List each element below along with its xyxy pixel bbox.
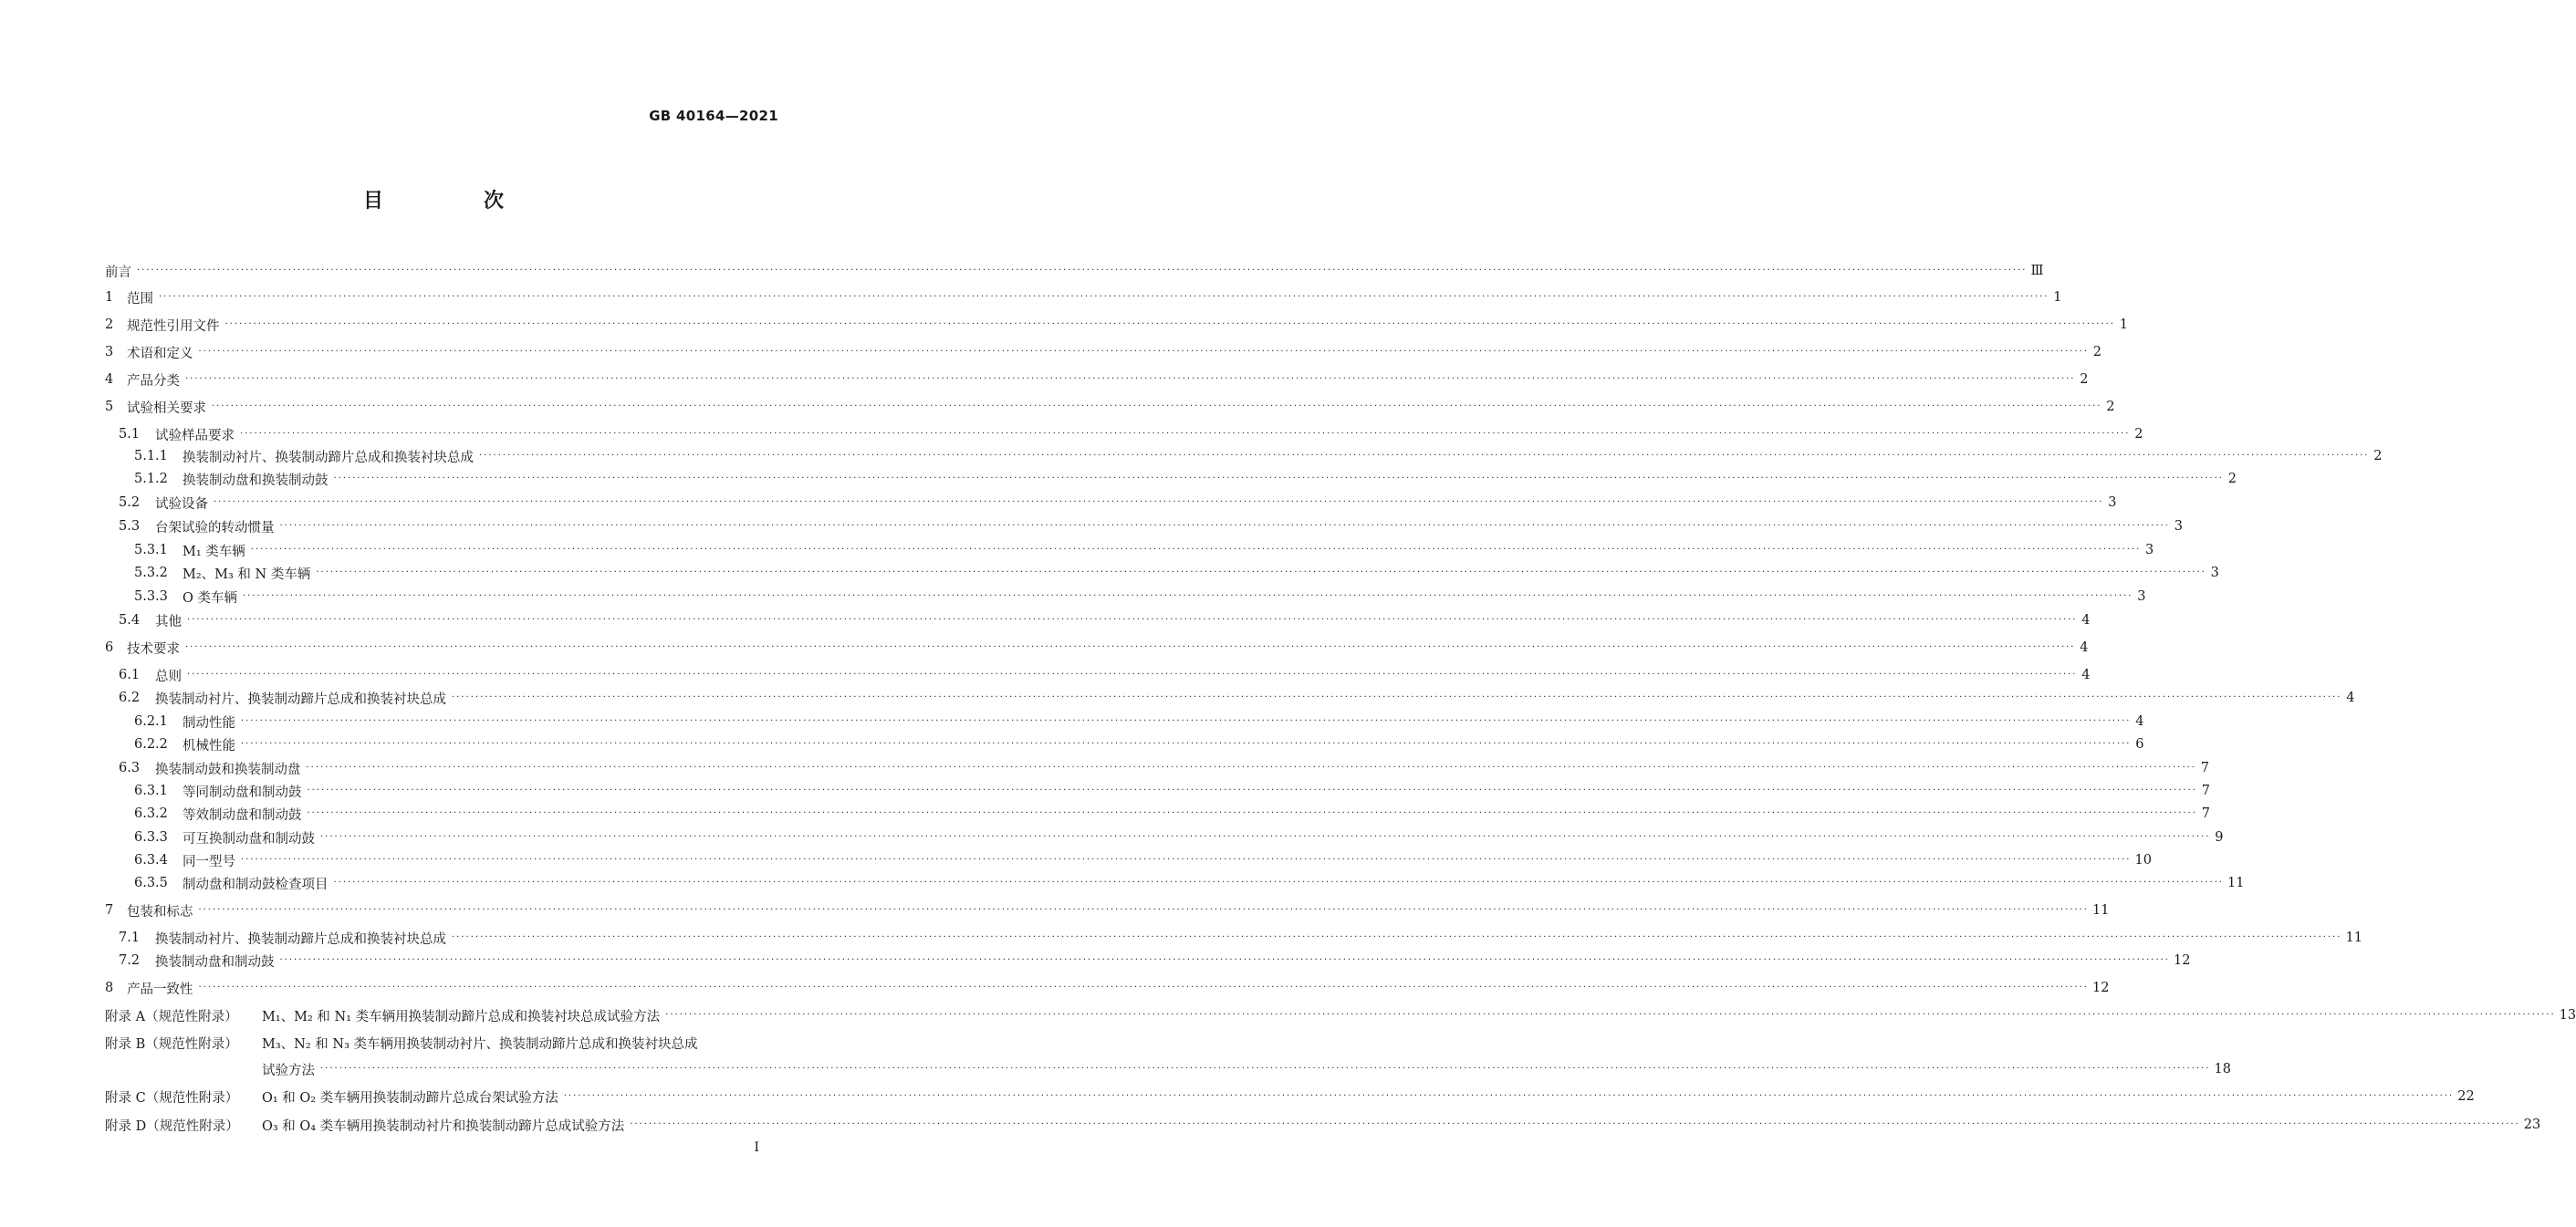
toc-entry-title: 换装制动盘和换装制动鼓 (183, 473, 329, 488)
toc-entry-title: 同一型号 (183, 854, 235, 869)
toc-entry[interactable] (105, 781, 2210, 801)
toc-entry-page: 12 (2173, 953, 2191, 968)
toc-leader-dots: ················································································································································································································································································································································································································ (224, 319, 2115, 329)
toc-entry-page: 3 (2108, 495, 2117, 510)
toc-leader-dots: ················································································································································································································································································································································································································ (185, 642, 2076, 652)
toc-entry-page: 3 (2137, 589, 2146, 604)
toc-entry-page: 2 (2106, 400, 2115, 414)
toc-entry[interactable] (105, 342, 2101, 362)
toc-entry-number: 5.1.2 (134, 472, 168, 486)
toc-entry-page: 6 (2135, 737, 2144, 752)
toc-entry[interactable] (105, 1059, 2231, 1079)
toc-entry-number: 附录 D（规范性附录） (105, 1118, 239, 1134)
toc-entry-title: M₃、N₂ 和 N₃ 类车辆用换装制动衬片、换装制动蹄片总成和换装衬块总成 (262, 1036, 698, 1052)
toc-entry[interactable] (105, 928, 2362, 948)
toc-entry[interactable] (105, 610, 2091, 630)
toc-entry-number: 7.2 (119, 953, 141, 968)
toc-entry-title: 台架试验的转动惯量 (155, 520, 275, 536)
toc-entry-number: 附录 B（规范性附录） (105, 1036, 238, 1052)
toc-entry-number: 5.3 (119, 519, 141, 534)
toc-entry-title: 可互换制动盘和制动鼓 (183, 831, 315, 847)
toc-entry-title: M₁、M₂ 和 N₁ 类车辆用换装制动蹄片总成和换装衬块总成试验方法 (262, 1009, 661, 1024)
toc-entry-title: O₁ 和 O₂ 类车辆用换装制动蹄片总成台架试验方法 (262, 1090, 558, 1106)
toc-entry[interactable] (105, 446, 2383, 466)
toc-entry-number: 附录 C（规范性附录） (105, 1090, 239, 1106)
toc-entry-number: 7 (105, 903, 114, 918)
toc-leader-dots: ················································································································································································································································································································································································································ (563, 1091, 2455, 1101)
toc-entry-title: M₂、M₃ 和 N 类车辆 (183, 567, 311, 582)
toc-entry[interactable] (105, 287, 2062, 307)
toc-entry-number: 5.4 (119, 613, 141, 628)
toc-entry-title: O 类车辆 (183, 590, 237, 606)
toc-entry[interactable] (105, 563, 2219, 583)
toc-entry-number: 5.3.1 (134, 543, 168, 557)
toc-entry-number: 8 (105, 981, 114, 995)
toc-entry[interactable] (105, 665, 2091, 685)
toc-entry-page: 7 (2201, 784, 2210, 798)
toc-entry[interactable] (105, 369, 2089, 390)
toc-entry-number: 6.3.5 (134, 876, 168, 890)
toc-entry[interactable] (105, 587, 2146, 607)
toc-entry[interactable] (105, 827, 2224, 847)
toc-leader-dots: ················································································································································································································································································································································································································ (307, 785, 2197, 795)
toc-entry[interactable] (105, 758, 2209, 778)
toc-entry-title: 等同制动盘和制动鼓 (183, 785, 302, 800)
toc-leader-dots: ················································································································································································································································································································································································································ (665, 1010, 2556, 1020)
toc-title: 目 次 (362, 190, 544, 213)
toc-entry-page: 13 (2559, 1008, 2576, 1023)
toc-entry-page: 4 (2135, 714, 2144, 729)
toc-entry-number: 2 (105, 317, 114, 332)
toc-leader-dots: ················································································································································································································································································································································································································ (630, 1119, 2520, 1129)
toc-leader-dots: ················································································································································································································································································································································································································ (241, 855, 2132, 865)
toc-entry-page: Ⅲ (2030, 264, 2044, 278)
toc-entry-page: 7 (2200, 761, 2209, 775)
toc-entry[interactable] (105, 712, 2144, 732)
toc-entry-title: 制动盘和制动鼓检查项目 (183, 877, 329, 892)
toc-leader-dots: ················································································································································································································································································································································································································ (250, 545, 2142, 555)
toc-leader-dots: ················································································································································································································································································································································································································ (198, 347, 2089, 357)
toc-entry-title: 产品分类 (127, 373, 180, 389)
toc-entry-title: 试验设备 (155, 496, 208, 512)
toc-entry-page: 11 (2091, 903, 2110, 918)
toc-entry-number: 6.2.2 (134, 737, 168, 752)
toc-leader-dots: ················································································································································································································································································································································································································ (316, 567, 2206, 577)
toc-leader-dots: ················································································································································································································································································································································································································ (479, 451, 2370, 461)
toc-entry-title: 机械性能 (183, 738, 235, 754)
toc-entry-number: 6.2.1 (134, 714, 168, 729)
toc-entry-number: 5.3.2 (134, 566, 168, 580)
toc-entry-title: 范围 (127, 291, 153, 307)
toc-entry-page: 2 (2092, 345, 2101, 359)
toc-entry-number: 6.3.4 (134, 853, 168, 868)
toc-entry-page: 22 (2457, 1089, 2475, 1104)
toc-entry-title: 试验相关要求 (127, 400, 206, 416)
toc-entry-page: 4 (2080, 640, 2089, 655)
toc-leader-dots: ················································································································································································································································································································································································································ (214, 497, 2104, 507)
toc-entry[interactable] (105, 688, 2355, 708)
toc-entry[interactable] (105, 424, 2143, 444)
toc-entry-page: 1 (2119, 317, 2128, 332)
toc-entry-number: 6.2 (119, 691, 141, 705)
page-number: I (754, 1140, 759, 1155)
toc-leader-dots: ················································································································································································································································································································································································································ (333, 473, 2224, 484)
toc-leader-dots: ················································································································································································································································································································································································································ (198, 905, 2089, 915)
toc-entry-title: 换装制动衬片、换装制动蹄片总成和换装衬块总成 (155, 931, 446, 947)
toc-entry-title: 试验样品要求 (155, 428, 235, 443)
toc-leader-dots: ················································································································································································································································································································································································································ (159, 292, 2049, 302)
toc-entry[interactable] (105, 516, 2183, 536)
toc-entry-title: 换装制动鼓和换装制动盘 (155, 762, 301, 777)
toc-entry[interactable] (105, 1005, 2576, 1025)
toc-leader-dots: ················································································································································································································································································································································································································ (198, 983, 2089, 993)
toc-entry-number: 6.3.3 (134, 830, 168, 845)
toc-entry-number: 5.1.1 (134, 449, 168, 463)
toc-entry-page: 18 (2214, 1062, 2231, 1076)
toc-entry[interactable] (105, 873, 2245, 893)
toc-entry[interactable] (105, 850, 2152, 870)
toc-entry-number: 7.1 (119, 931, 141, 945)
toc-entry-page: 3 (2145, 543, 2154, 557)
toc-entry-page: 10 (2134, 853, 2152, 868)
standard-code: GB 40164—2021 (649, 108, 778, 124)
toc-entry-page: 3 (2174, 519, 2183, 534)
toc-entry-number: 5.3.3 (134, 589, 168, 604)
toc-entry-page: 1 (2053, 290, 2062, 305)
toc-entry-page: 11 (2227, 876, 2245, 890)
toc-leader-dots: ················································································································································································································································································································································································································ (243, 591, 2133, 601)
toc-leader-dots: ················································································································································································································································································································································································································ (241, 716, 2132, 726)
toc-entry-number: 6.1 (119, 668, 141, 682)
toc-entry-title: O₃ 和 O₄ 类车辆用换装制动衬片和换装制动蹄片总成试验方法 (262, 1118, 625, 1134)
toc-entry-page: 3 (2210, 566, 2219, 580)
toc-leader-dots: ················································································································································································································································································································································································································ (241, 739, 2132, 749)
toc-leader-dots: ················································································································································································································································································································································································································ (306, 763, 2196, 773)
toc-leader-dots: ················································································································································································································································································································································································································ (307, 808, 2197, 818)
toc-entry-number: 3 (105, 345, 114, 359)
toc-entry[interactable] (105, 540, 2154, 560)
toc-entry[interactable] (105, 493, 2117, 513)
toc-entry-number: 5 (105, 400, 114, 414)
toc-entry-title: 产品一致性 (127, 982, 193, 997)
toc-entry-page: 7 (2201, 806, 2210, 821)
toc-leader-dots: ················································································································································································································································································································································································································ (452, 692, 2342, 702)
toc-leader-dots: ················································································································································································································································································································································································································ (185, 374, 2076, 384)
toc-leader-dots: ················································································································································································································································································································································································································ (320, 1064, 2211, 1074)
toc-entry-page: 2 (2373, 449, 2383, 463)
toc-entry[interactable] (105, 638, 2089, 658)
toc-entry-page: 4 (2081, 668, 2091, 682)
toc-entry-page: 2 (2134, 427, 2143, 442)
toc-entry-title: 其他 (155, 614, 182, 629)
toc-entry-number: 附录 A（规范性附录） (105, 1009, 238, 1024)
toc-leader-dots: ················································································································································································································································································································································································································ (137, 265, 2028, 276)
toc-entry-title: 术语和定义 (127, 346, 193, 361)
toc-entry-title: 换装制动盘和制动鼓 (155, 954, 275, 970)
toc-entry[interactable] (105, 804, 2210, 824)
toc-entry[interactable] (105, 469, 2237, 489)
toc-entry-title: 换装制动衬片、换装制动蹄片总成和换装衬块总成 (155, 691, 446, 707)
toc-entry-number: 5.1 (119, 427, 141, 442)
toc-entry-page: 9 (2215, 830, 2224, 845)
toc-entry[interactable] (105, 1115, 2541, 1135)
toc-entry-page: 4 (2081, 613, 2091, 628)
toc-entry[interactable] (105, 1033, 778, 1053)
toc-entry-title: 前言 (105, 265, 131, 280)
toc-entry-page: 2 (2080, 372, 2089, 387)
toc-leader-dots: ················································································································································································································································································································································································································ (212, 401, 2102, 411)
toc-entry[interactable] (105, 951, 2191, 971)
toc-entry-title: 包装和标志 (127, 904, 193, 920)
toc-leader-dots: ················································································································································································································································································································································································································ (333, 878, 2224, 888)
toc-entry-title: 换装制动衬片、换装制动蹄片总成和换装衬块总成 (183, 450, 474, 465)
toc-entry-number: 6 (105, 640, 114, 655)
toc-entry-title: 等效制动盘和制动鼓 (183, 807, 302, 823)
toc-entry-page: 4 (2346, 691, 2355, 705)
toc-entry[interactable] (105, 397, 2115, 417)
toc-entry-number: 6.3 (119, 761, 141, 775)
toc-entry-number: 4 (105, 372, 114, 387)
toc-entry-title: 总则 (155, 669, 182, 684)
toc-entry-number: 6.3.1 (134, 784, 168, 798)
toc-entry-number: 5.2 (119, 495, 141, 510)
toc-entry-title: 制动性能 (183, 715, 235, 731)
toc-leader-dots: ················································································································································································································································································································································································································ (452, 932, 2342, 942)
toc-leader-dots: ················································································································································································································································································································································································································ (320, 832, 2211, 842)
toc-leader-dots: ················································································································································································································································································································································································································ (187, 615, 2078, 625)
toc-leader-dots: ················································································································································································································································································································································································································ (279, 521, 2170, 531)
toc-entry[interactable] (105, 261, 2044, 281)
toc-leader-dots: ················································································································································································································································································································································································································ (240, 429, 2131, 439)
toc-entry-title: 技术要求 (127, 641, 180, 657)
toc-entry-title: M₁ 类车辆 (183, 544, 245, 559)
toc-entry-title: 规范性引用文件 (127, 318, 220, 334)
toc-entry-page: 2 (2227, 472, 2237, 486)
toc-entry[interactable] (105, 900, 2110, 920)
toc-entry[interactable] (105, 978, 2110, 998)
toc-leader-dots: ················································································································································································································································································································································································································ (279, 955, 2170, 965)
toc-entry[interactable] (105, 734, 2144, 754)
toc-entry[interactable] (105, 315, 2128, 335)
toc-entry-page: 12 (2091, 981, 2110, 995)
toc-entry-number: 6.3.2 (134, 806, 168, 821)
toc-entry-page: 23 (2523, 1118, 2541, 1132)
toc-entry-title: 试验方法 (262, 1063, 315, 1078)
toc-entry[interactable] (105, 1087, 2475, 1107)
toc-entry-number: 1 (105, 290, 114, 305)
toc-entry-page: 11 (2345, 931, 2362, 945)
toc-leader-dots: ················································································································································································································································································································································································································ (187, 670, 2078, 680)
